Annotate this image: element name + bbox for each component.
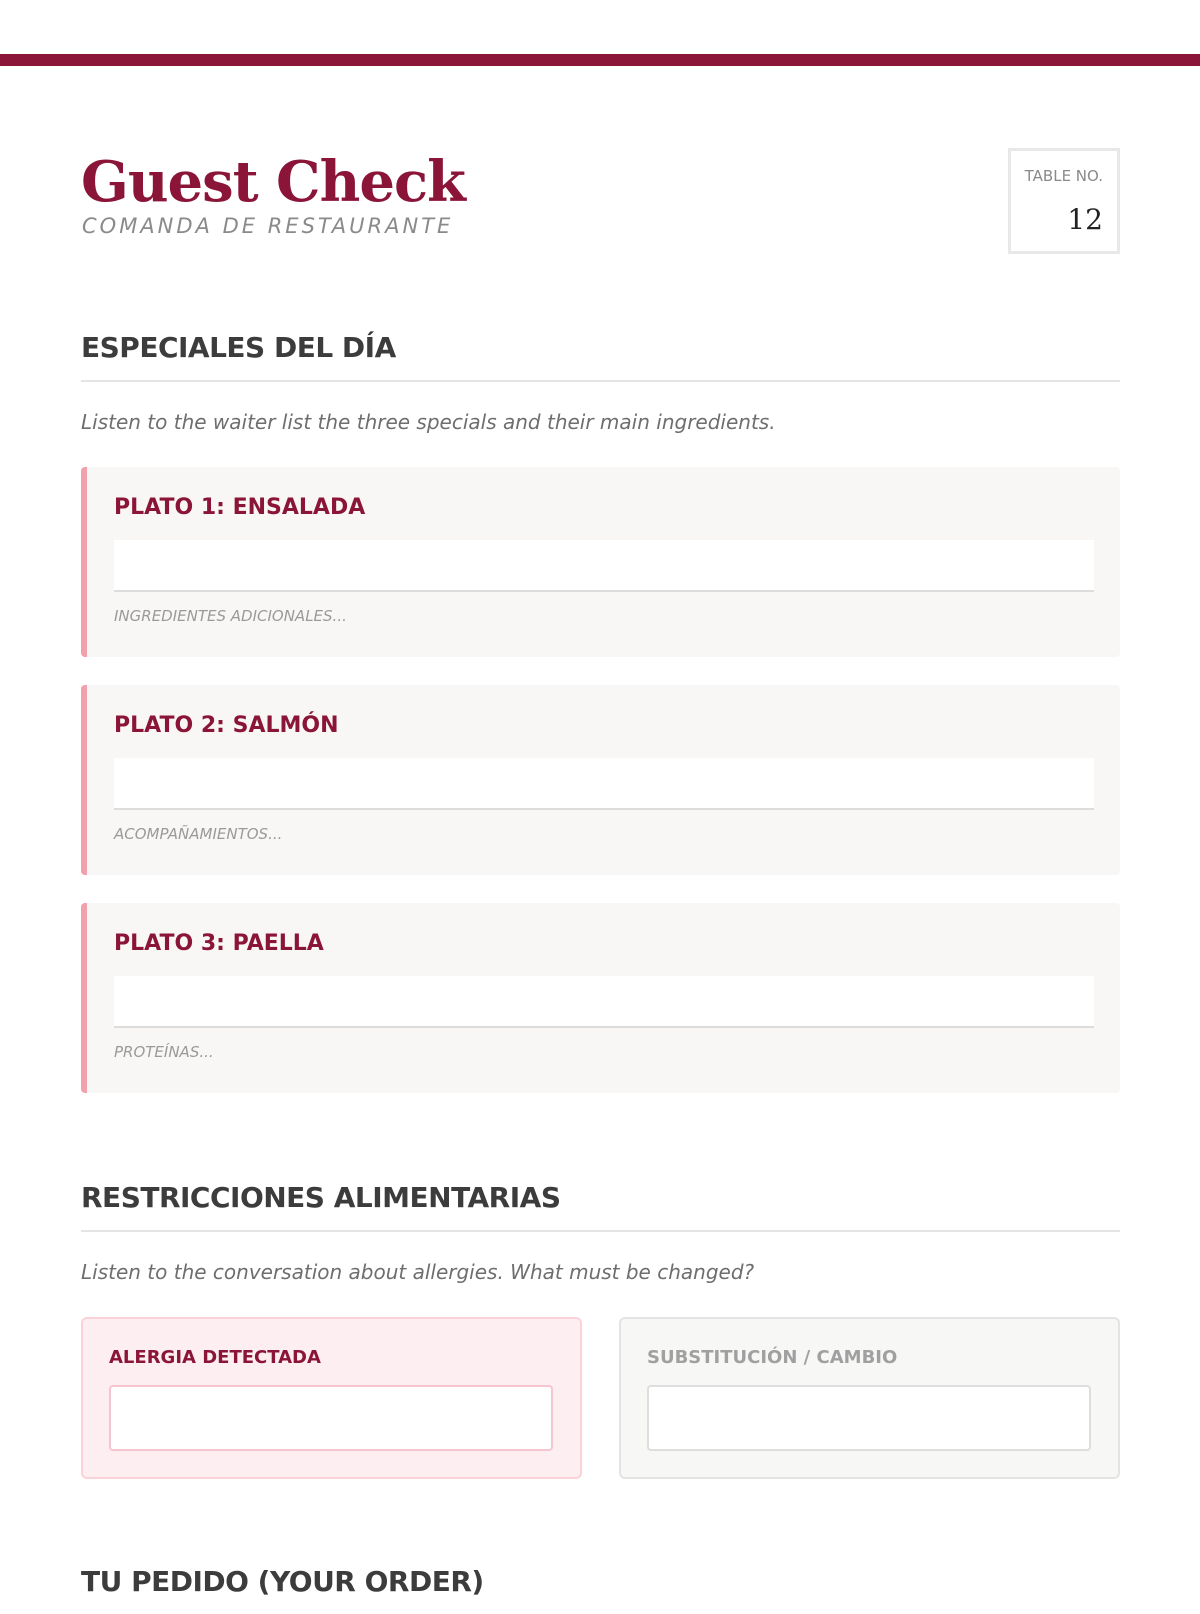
substitution-label: SUBSTITUCIÓN / CAMBIO [647,1347,898,1368]
page-title: Guest Check [81,149,465,215]
dietary-section [81,1178,1120,1284]
dish-hint: PROTEÍNAS... [114,1043,214,1061]
table-number-label: TABLE NO. [1024,167,1103,185]
dietary-fields [81,1317,1120,1479]
allergy-label: ALERGIA DETECTADA [109,1347,321,1368]
dish-1-input[interactable] [114,540,1094,592]
page-subtitle: COMANDA DE RESTAURANTE [82,214,454,238]
dish-title: PLATO 3: PAELLA [114,931,324,956]
dietary-section-title: RESTRICCIONES ALIMENTARIAS [81,1178,1120,1232]
dish-card-2 [81,685,1120,875]
specials-section-title: ESPECIALES DEL DÍA [81,328,1120,382]
dish-3-input[interactable] [114,976,1094,1028]
specials-section [81,328,1120,434]
dish-2-input[interactable] [114,758,1094,810]
dish-card-1 [81,467,1120,657]
table-number-box [1008,148,1120,254]
dietary-instruction: Listen to the conversation about allergies. What must be changed? [81,1260,755,1284]
allergy-input[interactable] [109,1385,553,1451]
allergy-card [81,1317,582,1479]
order-section-title: TU PEDIDO (YOUR ORDER) [81,1565,484,1598]
header [81,148,1120,260]
dish-hint: ACOMPAÑAMIENTOS... [114,825,283,843]
dish-hint: INGREDIENTES ADICIONALES... [114,607,347,625]
substitution-card [619,1317,1120,1479]
substitution-input[interactable] [647,1385,1091,1451]
top-accent-bar [0,54,1200,66]
order-section [81,1562,1120,1614]
dish-card-3 [81,903,1120,1093]
dish-title: PLATO 2: SALMÓN [114,713,339,738]
specials-instruction: Listen to the waiter list the three specials and their main ingredients. [81,410,776,434]
dish-title: PLATO 1: ENSALADA [114,495,366,520]
table-number-value: 12 [1067,203,1103,236]
